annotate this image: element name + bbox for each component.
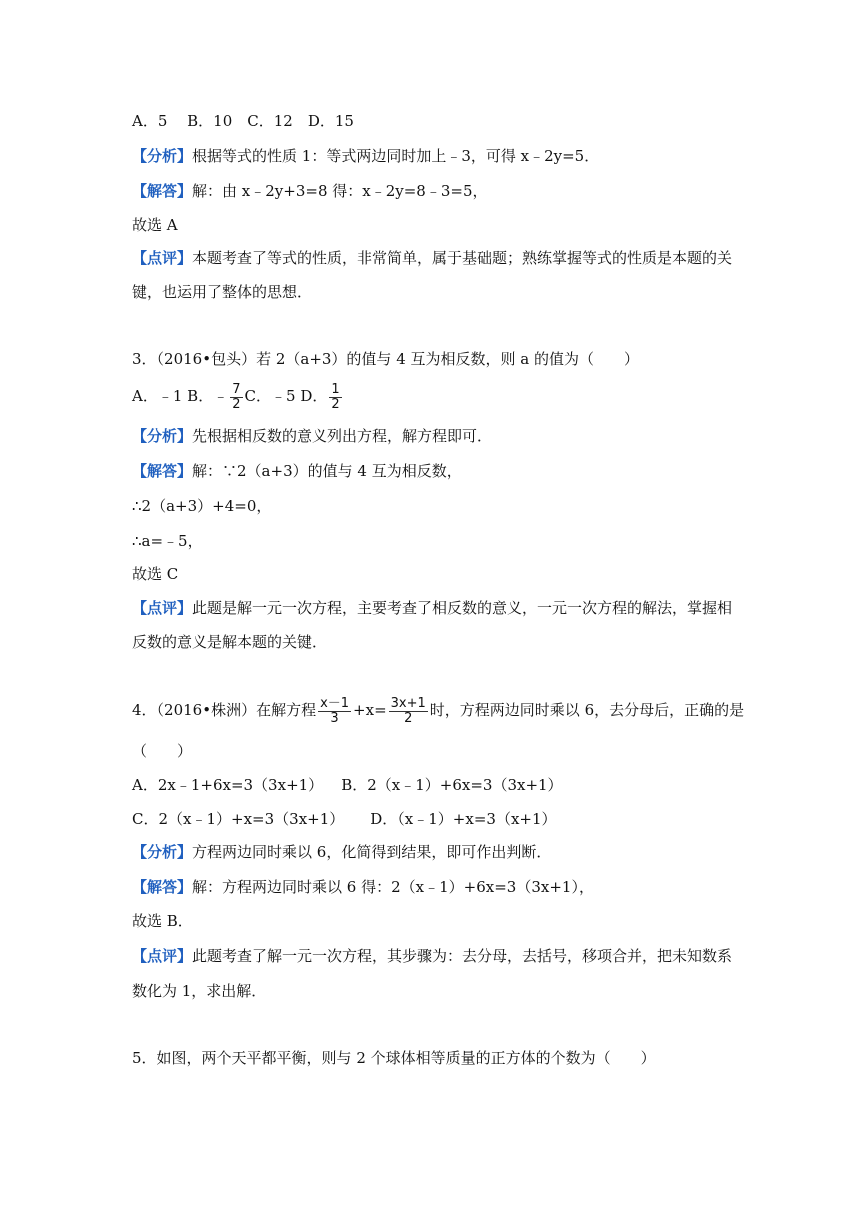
comment-tag: 【点评】 bbox=[132, 947, 193, 965]
q4-comment bbox=[132, 946, 732, 966]
comment-tag: 【点评】 bbox=[132, 599, 193, 617]
q4-option-d: D．（x﹣1）+x=3（x+1） bbox=[370, 810, 557, 828]
fraction-numerator: 1 bbox=[331, 381, 340, 397]
answer-tag: 【解答】 bbox=[132, 878, 193, 896]
analysis-text: 方程两边同时乘以 6，化简得到结果，即可作出判断． bbox=[192, 843, 552, 861]
q4-stem-post: 时，方程两边同时乘以 6，去分母后，正确的是 bbox=[429, 701, 745, 719]
q5-stem: 5．如图，两个天平都平衡，则与 2 个球体相等质量的正方体的个数为（ ） bbox=[132, 1049, 656, 1067]
fraction-denominator: 2 bbox=[232, 396, 241, 412]
q3-stem: 3．（2016•包头）若 2（a+3）的值与 4 互为相反数，则 a 的值为（ ） bbox=[132, 350, 639, 368]
answer-tag: 【解答】 bbox=[132, 182, 193, 200]
q3-answer bbox=[132, 461, 462, 481]
answer-text: 解：方程两边同时乘以 6 得：2（x﹣1）+6x=3（3x+1）， bbox=[192, 878, 594, 896]
analysis-text: 根据等式的性质 1：等式两边同时加上﹣3，可得 x﹣2y=5． bbox=[192, 147, 600, 165]
fraction-denominator: 2 bbox=[331, 396, 340, 412]
q3-options bbox=[132, 378, 344, 414]
q3-option-d: D． bbox=[300, 387, 328, 405]
q4-analysis bbox=[132, 842, 551, 862]
analysis-tag: 【分析】 bbox=[132, 843, 193, 861]
fraction-numerator: x－1 bbox=[320, 695, 350, 711]
q4-stem-mid: +x= bbox=[353, 701, 387, 719]
fraction-denominator: 3 bbox=[330, 710, 339, 726]
q2-choice: 故选 A bbox=[132, 216, 178, 234]
comment-text-1: 此题是解一元一次方程，主要考查了相反数的意义，一元一次方程的解法，掌握相 bbox=[192, 599, 733, 617]
fraction-denominator: 2 bbox=[404, 710, 413, 726]
q3-option-c: C．﹣5 bbox=[244, 387, 296, 405]
comment-text-1: 本题考查了等式的性质，非常简单，属于基础题；熟练掌握等式的性质是本题的关 bbox=[192, 249, 733, 267]
q3-option-b: B． bbox=[187, 387, 214, 405]
q4-answer bbox=[132, 877, 594, 897]
q4-options-cd bbox=[132, 809, 557, 829]
q2-analysis bbox=[132, 146, 599, 166]
q3-choice: 故选 C bbox=[132, 565, 179, 583]
analysis-text: 先根据相反数的意义列出方程，解方程即可． bbox=[192, 427, 493, 445]
q4-option-a: A．2x﹣1+6x=3（3x+1） bbox=[132, 776, 324, 794]
fraction-numerator: 3x+1 bbox=[390, 695, 426, 711]
q3-option-d-fraction bbox=[329, 383, 341, 412]
q4-comment-cont: 数化为 1，求出解． bbox=[132, 982, 267, 1000]
q4-choice: 故选 B． bbox=[132, 912, 193, 930]
q2-options: A．5 B．10 C．12 D．15 bbox=[132, 112, 354, 130]
analysis-tag: 【分析】 bbox=[132, 147, 193, 165]
q3-comment-cont: 反数的意义是解本题的关键． bbox=[132, 633, 328, 651]
q3-comment bbox=[132, 598, 732, 618]
q4-stem-pre: 4．（2016•株洲）在解方程 bbox=[132, 701, 317, 719]
q4-fraction-1 bbox=[318, 697, 351, 726]
q3-option-b-sign: ﹣ bbox=[213, 387, 229, 405]
q2-answer bbox=[132, 181, 488, 201]
q4-stem-paren: （ ） bbox=[132, 742, 193, 760]
answer-tag: 【解答】 bbox=[132, 462, 193, 480]
q4-option-c: C．2（x﹣1）+x=3（3x+1） bbox=[132, 810, 345, 828]
answer-text: 解：∵2（a+3）的值与 4 互为相反数， bbox=[192, 462, 462, 480]
q4-option-b: B．2（x﹣1）+6x=3（3x+1） bbox=[341, 776, 563, 794]
q4-fraction-2 bbox=[389, 697, 428, 726]
q3-step-1: ∴2（a+3）+4=0， bbox=[132, 497, 272, 515]
q4-options-ab bbox=[132, 775, 563, 795]
q3-step-2: ∴a=﹣5， bbox=[132, 532, 203, 550]
q2-comment-cont: 键，也运用了整体的思想． bbox=[132, 283, 313, 301]
q4-stem bbox=[132, 690, 744, 730]
fraction-numerator: 7 bbox=[232, 381, 241, 397]
comment-tag: 【点评】 bbox=[132, 249, 193, 267]
answer-text: 解：由 x﹣2y+3=8 得：x﹣2y=8﹣3=5， bbox=[192, 182, 488, 200]
q3-analysis bbox=[132, 426, 492, 446]
analysis-tag: 【分析】 bbox=[132, 427, 193, 445]
q3-option-a: A．﹣1 bbox=[132, 387, 183, 405]
q2-comment bbox=[132, 248, 732, 268]
q3-option-b-fraction bbox=[230, 383, 242, 412]
comment-text-1: 此题考查了解一元一次方程，其步骤为：去分母，去括号，移项合并，把未知数系 bbox=[192, 947, 733, 965]
